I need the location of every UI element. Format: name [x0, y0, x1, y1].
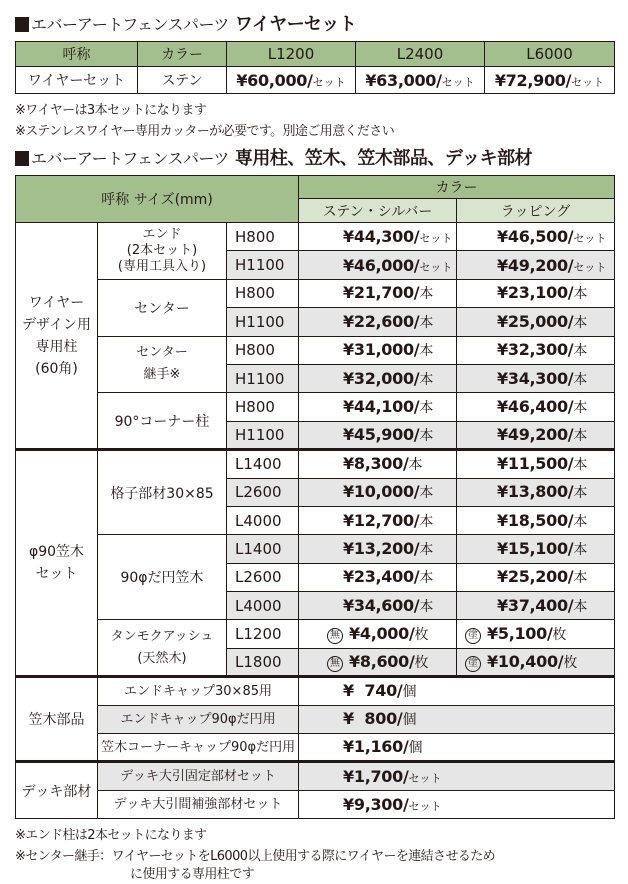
price-unit: 枚	[414, 627, 429, 644]
table-row	[16, 535, 615, 563]
price-cell	[299, 308, 457, 336]
footnote-2: ※センター継手：ワイヤーセットをL6000以上使用する際にワイヤーを連結させるため	[15, 849, 496, 864]
item-name: センター 継手※	[98, 336, 227, 393]
product-name: ワイヤーセット	[16, 67, 138, 94]
price-cell	[457, 648, 615, 676]
price-unit: 本	[573, 513, 588, 530]
price-cell	[299, 223, 457, 251]
price-amount: ¥22,600/	[343, 311, 420, 331]
price-unit: 個	[402, 684, 417, 701]
price-unit: セット	[573, 232, 607, 246]
price-unit: 本	[573, 286, 588, 303]
price-unit: 本	[419, 541, 434, 558]
price-amount: ¥13,800/	[497, 482, 574, 502]
price-amount: ¥46,000/	[343, 255, 420, 275]
price-unit: セット	[573, 260, 607, 274]
price-amount: ¥34,300/	[497, 368, 574, 388]
price-cell	[299, 336, 457, 364]
price-cell	[299, 762, 615, 790]
price-cell	[457, 592, 615, 620]
price-amount: ¥32,000/	[343, 368, 420, 388]
price-amount: ¥8,600/	[349, 652, 415, 672]
price-amount: ¥46,400/	[497, 397, 574, 417]
price-amount: ¥49,200/	[497, 255, 574, 275]
header-name-size: 呼称 サイズ(mm)	[16, 176, 299, 223]
unpainted-badge-icon: 無	[327, 628, 343, 644]
size-cell: H800	[227, 279, 299, 307]
price-amount: ¥21,700/	[343, 283, 420, 303]
price-amount: ¥1,160/	[343, 737, 409, 757]
group-label: ワイヤー デザイン用 専用柱 (60角)	[16, 223, 98, 450]
size-cell: H800	[227, 223, 299, 251]
wire-set-table	[15, 41, 615, 94]
price-amount: ¥12,700/	[343, 510, 420, 530]
price-cell	[457, 421, 615, 449]
price-amount: ¥23,100/	[497, 283, 574, 303]
table-row	[16, 223, 615, 251]
price-unit: 本	[573, 541, 588, 558]
price-cell	[299, 364, 457, 392]
footnote-1: ※エンド柱は2本セットになります	[15, 828, 207, 843]
price-cell	[457, 450, 615, 478]
price-amount: ¥1,700/	[343, 767, 409, 787]
painted-badge-icon: 塗	[465, 628, 481, 644]
price-unit: セット	[419, 260, 453, 274]
group-label: デッキ部材	[16, 762, 98, 819]
item-name: 90φだ円笠木	[98, 535, 227, 620]
price-unit: 枚	[552, 627, 567, 644]
price-cell	[299, 421, 457, 449]
price-unit: 本	[573, 400, 588, 417]
group-label: φ90笠木 セット	[16, 450, 98, 677]
table-row	[16, 336, 615, 364]
price-unit: 本	[419, 485, 434, 502]
table-row	[16, 677, 615, 705]
title-main: 専用柱、笠木、笠木部品、デッキ部材	[234, 148, 532, 169]
price-amount: ¥45,900/	[343, 424, 420, 444]
price-unit: 本	[419, 598, 434, 615]
price-cell	[457, 336, 615, 364]
item-name: 90°コーナー柱	[98, 393, 227, 450]
price-unit: セット	[312, 75, 346, 89]
price-unit: 枚	[563, 655, 578, 672]
item-name: エンドキャップ30×85用	[98, 677, 299, 705]
price-unit: 本	[419, 343, 434, 360]
price-amount: ¥37,400/	[497, 595, 574, 615]
price-amount: ¥25,200/	[497, 567, 574, 587]
header-l6000: L6000	[485, 42, 615, 67]
price-cell	[299, 535, 457, 563]
size-cell: H1100	[227, 364, 299, 392]
price-cell	[457, 393, 615, 421]
price-cell	[299, 506, 457, 534]
price-cell	[299, 478, 457, 506]
item-name: デッキ大引間補強部材セット	[98, 790, 299, 818]
price-unit: セット	[408, 772, 442, 786]
size-cell: H800	[227, 336, 299, 364]
price-cell	[299, 790, 615, 818]
price-amount: ¥8,300/	[343, 454, 409, 474]
price-l1200	[227, 67, 356, 94]
price-amount: ¥10,400/	[487, 652, 564, 672]
price-amount: ¥18,500/	[497, 510, 574, 530]
section1-title	[15, 10, 356, 36]
price-unit: 枚	[414, 655, 429, 672]
unpainted-badge-icon: 無	[327, 656, 343, 672]
price-cell	[457, 563, 615, 591]
price-unit: 本	[573, 570, 588, 587]
price-l6000	[485, 67, 615, 94]
price-amount: ¥ 740/	[343, 681, 403, 701]
price-cell	[299, 393, 457, 421]
table-row	[16, 705, 615, 733]
price-cell	[457, 364, 615, 392]
parts-price-table	[15, 175, 615, 819]
note-2: ※ステンレスワイヤー専用カッターが必要です。別途ご用意ください	[15, 124, 395, 139]
price-l2400	[356, 67, 485, 94]
price-amount: ¥15,100/	[497, 538, 574, 558]
square-bullet-icon	[15, 17, 29, 32]
price-cell	[457, 620, 615, 648]
item-name: エンドキャップ90φだ円用	[98, 705, 299, 733]
price-cell	[299, 677, 615, 705]
price-cell	[299, 648, 457, 676]
size-cell: L1800	[227, 648, 299, 676]
price-amount: ¥11,500/	[497, 454, 574, 474]
table-row	[16, 790, 615, 818]
size-cell: L4000	[227, 592, 299, 620]
table-row	[16, 393, 615, 421]
header-l1200: L1200	[227, 42, 356, 67]
price-cell	[457, 506, 615, 534]
price-cell	[457, 535, 615, 563]
price-unit: セット	[408, 800, 442, 813]
footnote-3: に使用する専用柱です	[130, 867, 255, 882]
price-cell	[457, 478, 615, 506]
price-cell	[299, 620, 457, 648]
header-name: 呼称	[16, 42, 138, 67]
square-bullet-icon	[15, 151, 29, 166]
product-color: ステン	[138, 67, 227, 94]
price-unit: 個	[402, 712, 417, 729]
price-amount: ¥25,000/	[497, 311, 574, 331]
price-unit: セット	[419, 232, 453, 246]
price-amount: ¥9,300/	[343, 795, 409, 814]
title-main: ワイヤーセット	[234, 14, 357, 35]
header-l2400: L2400	[356, 42, 485, 67]
size-cell: L1400	[227, 535, 299, 563]
price-unit: 本	[573, 485, 588, 502]
table-row	[16, 279, 615, 307]
size-cell: L2600	[227, 563, 299, 591]
painted-badge-icon: 塗	[465, 656, 481, 672]
price-cell	[299, 450, 457, 478]
item-name: タンモクアッシュ (天然木)	[98, 620, 227, 677]
price-cell	[457, 279, 615, 307]
price-unit: 本	[573, 314, 588, 331]
price-amount: ¥23,400/	[343, 567, 420, 587]
price-unit: 本	[573, 598, 588, 615]
price-unit: 本	[573, 371, 588, 388]
header-color: カラー	[138, 42, 227, 67]
price-amount: ¥72,900/	[494, 70, 572, 90]
title-prefix: エバーアートフェンスパーツ	[31, 149, 229, 168]
price-unit: 本	[419, 371, 434, 388]
price-cell	[299, 592, 457, 620]
price-amount: ¥46,500/	[497, 227, 574, 247]
price-amount: ¥60,000/	[236, 70, 313, 90]
price-cell	[457, 308, 615, 336]
price-cell	[299, 279, 457, 307]
size-cell: H800	[227, 393, 299, 421]
price-amount: ¥32,300/	[497, 340, 574, 360]
item-name: デッキ大引固定部材セット	[98, 762, 299, 790]
price-unit: セット	[571, 75, 605, 89]
price-unit: 本	[573, 457, 588, 474]
price-cell	[299, 705, 615, 733]
item-name: 笠木コーナーキャップ90φだ円用	[98, 734, 299, 762]
price-unit: 個	[408, 740, 423, 757]
size-cell: L4000	[227, 506, 299, 534]
price-amount: ¥44,100/	[343, 397, 420, 417]
price-amount: ¥63,000/	[365, 70, 442, 90]
price-amount: ¥4,000/	[349, 624, 415, 644]
price-unit: 本	[408, 457, 423, 474]
size-cell: H1100	[227, 308, 299, 336]
size-cell: L1200	[227, 620, 299, 648]
size-cell: H1100	[227, 421, 299, 449]
table-row	[16, 734, 615, 762]
section2-title	[15, 144, 532, 170]
price-unit: 本	[419, 314, 434, 331]
price-cell	[299, 563, 457, 591]
header-wrapping: ラッピング	[457, 199, 615, 223]
price-unit: 本	[573, 427, 588, 444]
note-1: ※ワイヤーは3本セットになります	[15, 103, 207, 118]
size-cell: H1100	[227, 251, 299, 279]
size-cell: L1400	[227, 450, 299, 478]
price-amount: ¥ 800/	[343, 709, 403, 729]
price-cell	[299, 734, 615, 762]
price-amount: ¥31,000/	[343, 340, 420, 360]
item-name: 格子部材30×85	[98, 450, 227, 535]
price-amount: ¥49,200/	[497, 424, 574, 444]
table-row	[16, 620, 615, 648]
price-amount: ¥10,000/	[343, 482, 420, 502]
table-row	[16, 762, 615, 790]
item-name: エンド (2本セット) (専用工具入り)	[98, 223, 227, 280]
price-cell	[457, 223, 615, 251]
price-unit: 本	[573, 343, 588, 360]
price-unit: 本	[419, 570, 434, 587]
price-amount: ¥34,600/	[343, 595, 420, 615]
price-unit: 本	[419, 427, 434, 444]
price-unit: 本	[419, 400, 434, 417]
size-cell: L2600	[227, 478, 299, 506]
table-row	[16, 450, 615, 478]
item-name: センター	[98, 279, 227, 336]
price-amount: ¥5,100/	[487, 624, 553, 644]
price-amount: ¥13,200/	[343, 538, 420, 558]
group-label: 笠木部品	[16, 677, 98, 762]
price-unit: 本	[419, 286, 434, 303]
price-amount: ¥44,300/	[343, 227, 420, 247]
header-color: カラー	[299, 176, 615, 199]
price-cell	[299, 251, 457, 279]
title-prefix: エバーアートフェンスパーツ	[31, 15, 229, 34]
header-stainless-silver: ステン・シルバー	[299, 199, 457, 223]
price-unit: 本	[419, 513, 434, 530]
price-unit: セット	[441, 75, 475, 89]
price-cell	[457, 251, 615, 279]
